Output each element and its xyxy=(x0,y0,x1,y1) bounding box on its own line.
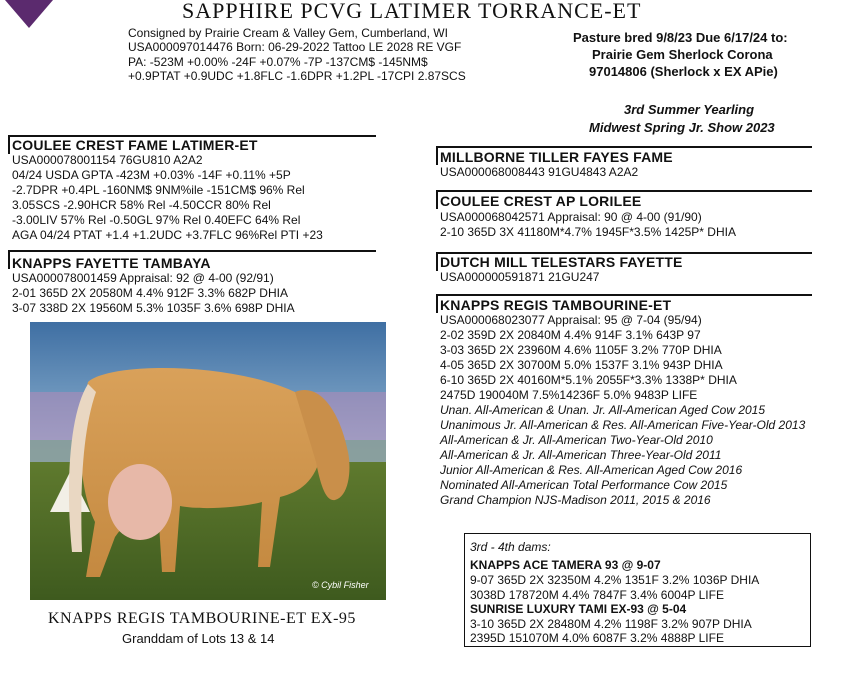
sire-bracket xyxy=(8,135,10,154)
honor-line: Nominated All-American Total Performance Cow 2015 xyxy=(440,478,728,492)
sire-dam-bracket xyxy=(436,190,438,209)
third-dam-line: 9-07 365D 2X 32350M 4.2% 1351F 3.2% 1036P DHIA xyxy=(470,573,760,587)
photographer-signature: © Cybil Fisher xyxy=(312,580,369,590)
registration-info: USA000097014476 Born: 06-29-2022 Tattoo LE 2028 RE VGF xyxy=(128,40,462,54)
granddam-line: 4-05 365D 2X 30700M 5.0% 1537F 3.1% 943P DHIA xyxy=(440,358,723,372)
sire-sire-name: MILLBORNE TILLER FAYES FAME xyxy=(440,149,673,165)
consigned-by: Consigned by Prairie Cream & Valley Gem, Cumberland, WI xyxy=(128,26,448,40)
fourth-dam-line: 2395D 151070M 4.0% 6087F 3.2% 4888P LIFE xyxy=(470,631,724,645)
sire-dam-rule xyxy=(436,190,812,192)
sire-line: USA000078001154 76GU810 A2A2 xyxy=(12,153,203,167)
honor-line: Unan. All-American & Unan. Jr. All-American Aged Cow 2015 xyxy=(440,403,766,417)
third-dam-name: KNAPPS ACE TAMERA 93 @ 9-07 xyxy=(470,558,661,572)
sire-line: -2.7DPR +0.4PL -160NM$ 9NM%ile -151CM$ 96% Rel xyxy=(12,183,305,197)
dam-sire-name: DUTCH MILL TELESTARS FAYETTE xyxy=(440,254,683,270)
sire-line: AGA 04/24 PTAT +1.4 +1.2UDC +3.7FLC 96%Rel PTI +23 xyxy=(12,228,323,242)
service-sire-name: Prairie Gem Sherlock Corona xyxy=(592,47,773,62)
granddam-name: KNAPPS REGIS TAMBOURINE-ET xyxy=(440,297,672,313)
lot-title: SAPPHIRE PCVG LATIMER TORRANCE-ET xyxy=(182,0,642,23)
sire-line: -3.00LIV 57% Rel -0.50GL 97% Rel 0.40EFC 64% Rel xyxy=(12,213,301,227)
dam-line: 3-07 338D 2X 19560M 5.3% 1035F 3.6% 698P DHIA xyxy=(12,301,295,315)
photo-subcaption: Granddam of Lots 13 & 14 xyxy=(122,631,275,646)
granddam-bracket xyxy=(436,294,438,313)
granddam-line: 3-03 365D 2X 23960M 4.6% 1105F 3.2% 770P DHIA xyxy=(440,343,722,357)
dam-line: 2-01 365D 2X 20580M 4.4% 912F 3.3% 682P DHIA xyxy=(12,286,288,300)
sire-dam-line: 2-10 365D 3X 41180M*4.7% 1945F*3.5% 1425P* DHIA xyxy=(440,225,736,239)
corner-logo-mark xyxy=(5,0,53,28)
cow-photo xyxy=(30,322,386,600)
sire-sire-line: USA000068008443 91GU4843 A2A2 xyxy=(440,165,639,179)
pasture-bred: Pasture bred 9/8/23 Due 6/17/24 to: xyxy=(573,30,788,45)
fourth-dam-name: SUNRISE LUXURY TAMI EX-93 @ 5-04 xyxy=(470,602,687,616)
granddam-line: USA000068023077 Appraisal: 95 @ 7-04 (95/94) xyxy=(440,313,702,327)
sire-name: COULEE CREST FAME LATIMER-ET xyxy=(12,137,258,153)
dam-sire-line: USA000000591871 21GU247 xyxy=(440,270,600,284)
photo-caption: KNAPPS REGIS TAMBOURINE-ET EX-95 xyxy=(48,610,356,627)
sire-line: 3.05SCS -2.90HCR 58% Rel -4.50CCR 80% Rel xyxy=(12,198,271,212)
dam-sire-bracket xyxy=(436,252,438,271)
dams-heading: 3rd - 4th dams: xyxy=(470,540,551,554)
sire-sire-rule xyxy=(436,146,812,148)
third-dam-line: 3038D 178720M 4.4% 7847F 3.4% 6004P LIFE xyxy=(470,588,724,602)
granddam-rule xyxy=(436,294,812,296)
sire-dam-line: USA000068042571 Appraisal: 90 @ 4-00 (91/90) xyxy=(440,210,702,224)
sire-line: 04/24 USDA GPTA -423M +0.03% -14F +0.11% +5P xyxy=(12,168,291,182)
honor-line: Junior All-American & Res. All-American Aged Cow 2016 xyxy=(440,463,743,477)
sire-dam-name: COULEE CREST AP LORILEE xyxy=(440,193,642,209)
granddam-line: 6-10 365D 2X 40160M*5.1% 2055F*3.3% 1338P* DHIA xyxy=(440,373,737,387)
dam-bracket xyxy=(8,250,10,269)
granddam-line: 2-02 359D 2X 20840M 4.4% 914F 3.1% 643P 97 xyxy=(440,328,701,342)
show-placing: 3rd Summer Yearling xyxy=(624,102,755,117)
honor-line: All-American & Jr. All-American Two-Year-Old 2010 xyxy=(440,433,713,447)
fourth-dam-line: 3-10 365D 2X 28480M 4.2% 1198F 3.2% 907P DHIA xyxy=(470,617,752,631)
honor-line: Unanimous Jr. All-American & Res. All-American Five-Year-Old 2013 xyxy=(440,418,806,432)
dam-name: KNAPPS FAYETTE TAMBAYA xyxy=(12,255,211,271)
honor-line: Grand Champion NJS-Madison 2011, 2015 & 2016 xyxy=(440,493,711,507)
service-sire-reg: 97014806 (Sherlock x EX APie) xyxy=(589,64,778,79)
dam-rule xyxy=(8,250,376,252)
granddam-line: 2475D 190040M 7.5%14236F 5.0% 9483P LIFE xyxy=(440,388,698,402)
dams-box xyxy=(464,533,811,647)
sire-sire-bracket xyxy=(436,146,438,165)
pa-line-2: +0.9PTAT +0.9UDC +1.8FLC -1.6DPR +1.2PL -17CPI 2.87SCS xyxy=(128,69,466,83)
honor-line: All-American & Jr. All-American Three-Year-Old 2011 xyxy=(440,448,722,462)
show-name: Midwest Spring Jr. Show 2023 xyxy=(589,120,775,135)
dam-line: USA000078001459 Appraisal: 92 @ 4-00 (92/91) xyxy=(12,271,274,285)
pa-line-1: PA: -523M +0.00% -24F +0.07% -7P -137CM$ -145NM$ xyxy=(128,55,428,69)
